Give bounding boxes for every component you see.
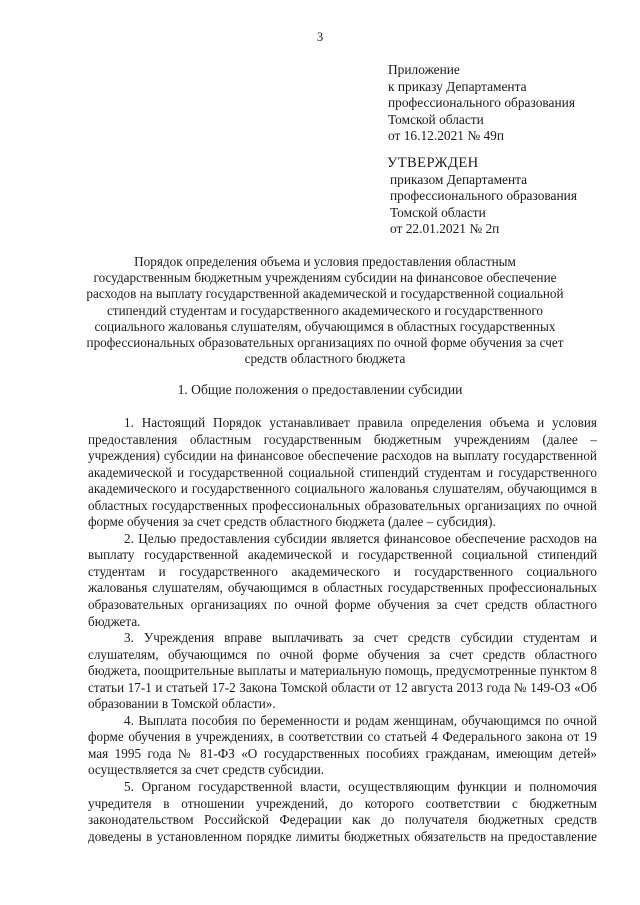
paragraph: 4. Выплата пособия по беременности и родам женщинам, обучающимся по очной форме обучения в учреждениях, в соответствии со статьей 4 Федерального закона от 19 мая 1995 года № 81-ФЗ «О государственных пособиях гражданам, имеющим детей» осуществляется за счет средств субсидии. — [88, 712, 597, 778]
title-line: стипендий студентам и государственного академического и государственного — [106, 302, 544, 318]
paragraph: 3. Учреждения вправе выплачивать за счет средств субсидии студентам и слушателям, обучающимся по очной форме обучения за счет средств областного бюджета, поощрительные выплаты и материальную помощь, предусмотренные пунктом 8 статьи 17-1 и статьей 17-2 Закона Томской области от 12 августа 2013 года № 149-ОЗ «Об образовании в Томской области». — [88, 630, 597, 712]
approval-line: профессионального образования — [390, 188, 577, 204]
approval-line: Томской области — [390, 204, 486, 220]
appendix-block — [388, 62, 575, 145]
paragraph: 2. Целью предоставления субсидии является финансовое обеспечение расходов на выплату государственной академической и государственной социальной стипендий студентам и государственного академического и государственного социального жалованья слушателям, обучающимся в областных государственных профессиональных образовательных организациях по очной форме обучения за счет средств областного бюджета. — [88, 530, 597, 629]
title-line: профессиональных образовательных организациях по очной форме обучения за счет — [86, 335, 564, 351]
appendix-line: Томской области — [388, 111, 484, 127]
paragraph: 1. Настоящий Порядок устанавливает правила определения объема и условия предоставления областным государственным бюджетным учреждениям (далее – учреждения) субсидии на финансовое обеспечение расходов на выплату государственной академической и государственной социальной стипендий студентам и государственного академического и государственного социального жалованья слушателям, обучающимся в областных государственных профессиональных образовательных организациях по очной форме обучения за счет средств областного бюджета (далее – субсидия). — [88, 415, 597, 530]
title-line: средств областного бюджета — [244, 351, 406, 367]
section-heading: 1. Общие положения о предоставлении субсидии — [177, 382, 463, 397]
approval-heading: УТВЕРЖДЕН — [387, 155, 479, 171]
appendix-line: Приложение — [388, 62, 460, 77]
appendix-line: к приказу Департамента — [388, 78, 527, 94]
title-line: Порядок определения объема и условия предоставления областным — [134, 254, 516, 269]
page-number: 3 — [316, 30, 324, 44]
appendix-line: профессионального образования — [388, 95, 575, 111]
approval-block — [388, 155, 577, 238]
approval-line: от 22.01.2021 № 2п — [390, 221, 500, 237]
title-line: государственным бюджетным учреждениям субсидии на финансовое обеспечение — [93, 270, 557, 286]
appendix-line: от 16.12.2021 № 49п — [388, 128, 505, 144]
document-title — [40, 254, 610, 367]
approval-line: приказом Департамента — [390, 171, 528, 187]
title-line: расходов на выплату государственной академической и государственной социальной — [86, 286, 564, 302]
document-body — [88, 415, 597, 845]
paragraph: 5. Органом государственной власти, осуществляющим функции и полномочия учредителя в отношении учреждений, до которого соответствии с бюджетным законодательством Российской Федерации как до получателя бюджетных средств доведены в установленном порядке лимиты бюджетных обязательств на предоставление — [88, 779, 597, 844]
title-line: социального жалованья слушателям, обучающимся в областных государственных — [94, 318, 556, 334]
